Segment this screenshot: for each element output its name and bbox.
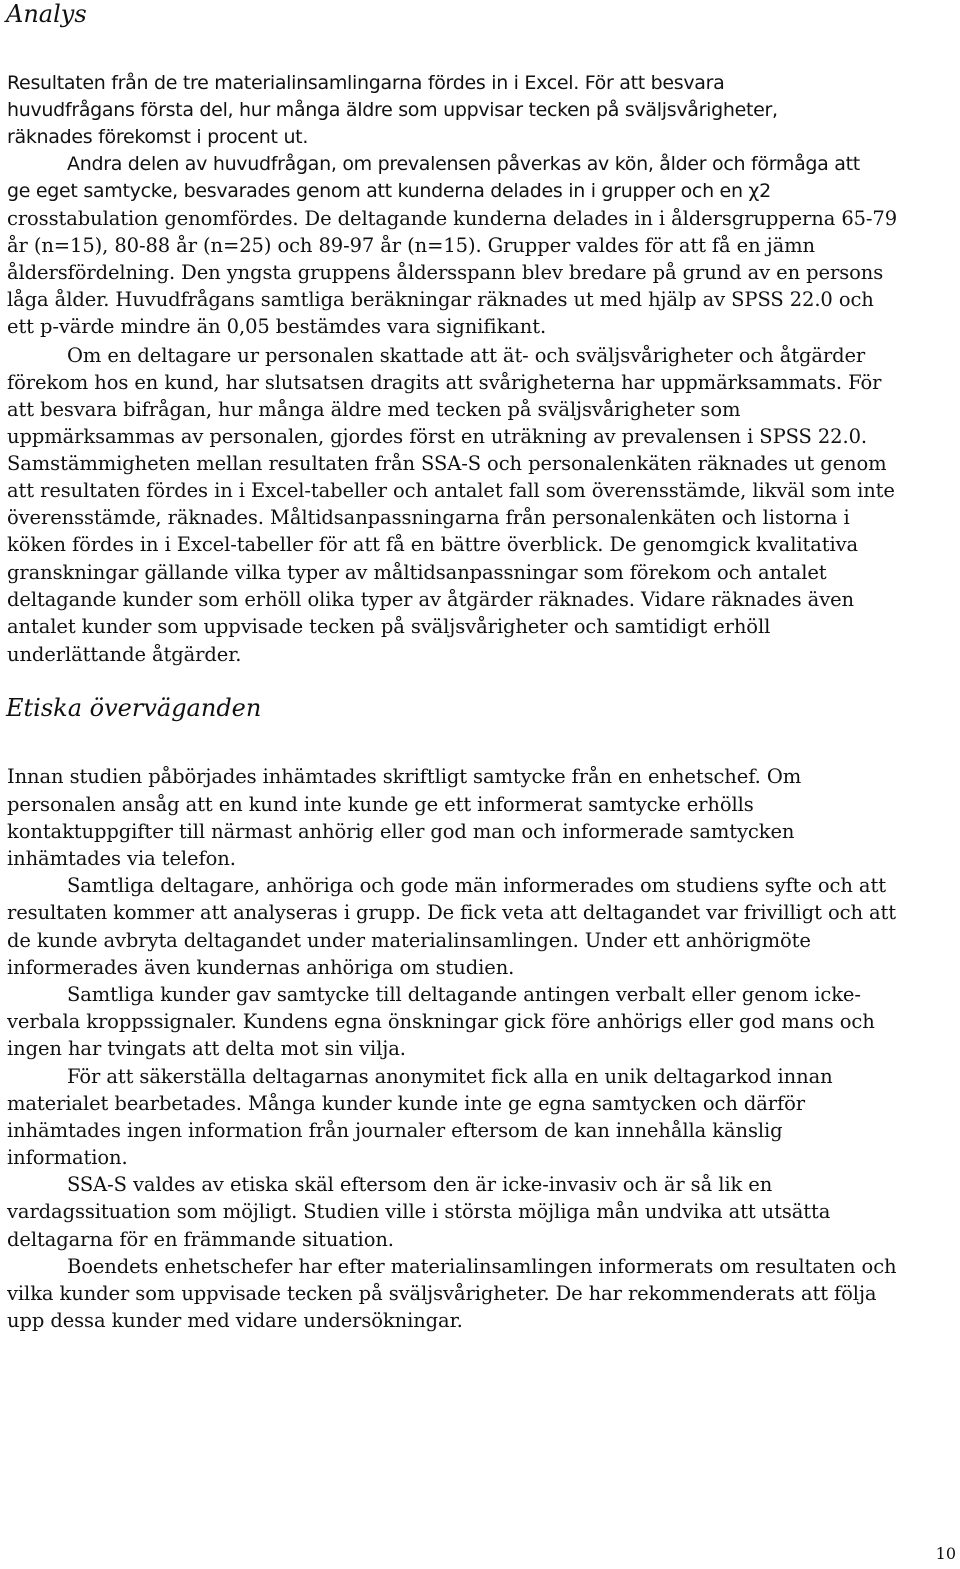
text-line: köken fördes in i Excel-tabeller för att få en bättre överblick. De genomgick kvalitativa bbox=[7, 533, 859, 556]
text-line: resultaten kommer att analyseras i grupp. De fick veta att deltagandet var frivilligt och att bbox=[7, 901, 897, 924]
text-line: åldersfördelning. Den yngsta gruppens åldersspann blev bredare på grund av en persons bbox=[7, 261, 884, 284]
text-line: uppmärksammas av personalen, gjordes först en uträkning av prevalensen i SPSS 22.0. bbox=[7, 425, 867, 448]
text-line: Om en deltagare ur personalen skattade att ät- och sväljsvårigheter och åtgärder bbox=[67, 344, 866, 367]
text-line: Boendets enhetschefer har efter materialinsamlingen informerats om resultaten och bbox=[67, 1255, 897, 1278]
text-line: information. bbox=[7, 1146, 128, 1169]
text-line: att resultaten fördes in i Excel-tabeller och antalet fall som överensstämde, likväl som inte bbox=[7, 479, 895, 502]
text-line: deltagande kunder som erhöll olika typer av åtgärder räknades. Vidare räknades även bbox=[7, 588, 855, 611]
text-line: För att säkerställa deltagarnas anonymitet fick alla en unik deltagarkod innan bbox=[67, 1065, 833, 1088]
text-line: Resultaten från de tre materialinsamlingarna fördes in i Excel. För att besvara bbox=[7, 72, 725, 94]
text-line: granskningar gällande vilka typer av måltidsanpassningar som förekom och antalet bbox=[7, 561, 827, 584]
text-line: år (n=15), 80-88 år (n=25) och 89-97 år (n=15). Grupper valdes för att få en jämn bbox=[7, 234, 815, 257]
text-line: personalen ansåg att en kund inte kunde ge ett informerat samtycke erhölls bbox=[7, 793, 754, 816]
text-line: att besvara bifrågan, hur många äldre med tecken på sväljsvårigheter som bbox=[7, 398, 741, 421]
text-line: ett p-värde mindre än 0,05 bestämdes vara signifikant. bbox=[7, 315, 547, 338]
text-line: inhämtades via telefon. bbox=[7, 847, 236, 870]
text-line: Innan studien påbörjades inhämtades skriftligt samtycke från en enhetschef. Om bbox=[7, 765, 802, 788]
text-line: vilka kunder som uppvisade tecken på sväljsvårigheter. De har rekommenderats att följa bbox=[7, 1282, 877, 1305]
text-line: räknades förekomst i procent ut. bbox=[7, 126, 309, 148]
text-line: huvudfrågans första del, hur många äldre som uppvisar tecken på sväljsvårigheter, bbox=[7, 99, 778, 121]
text-line: kontaktuppgifter till närmast anhörig eller god man och informerade samtycken bbox=[7, 820, 795, 843]
text-line: SSA-S valdes av etiska skäl eftersom den är icke-invasiv och är så lik en bbox=[67, 1173, 773, 1196]
text-line: ge eget samtycke, besvarades genom att kunderna delades in i grupper och en χ2 bbox=[7, 180, 771, 202]
text-line: antalet kunder som uppvisade tecken på sväljsvårigheter och samtidigt erhöll bbox=[7, 615, 771, 638]
text-line: underlättande åtgärder. bbox=[7, 643, 242, 666]
section-heading-analys: Analys bbox=[6, 0, 87, 28]
text-line: crosstabulation genomfördes. De deltagande kunderna delades in i åldersgrupperna 65-79 bbox=[7, 207, 898, 230]
text-line: låga ålder. Huvudfrågans samtliga beräkningar räknades ut med hjälp av SPSS 22.0 och bbox=[7, 288, 874, 311]
text-line: förekom hos en kund, har slutsatsen dragits att svårigheterna har uppmärksammats. För bbox=[7, 371, 882, 394]
page-number: 10 bbox=[935, 1544, 956, 1563]
text-line: upp dessa kunder med vidare undersökningar. bbox=[7, 1309, 463, 1332]
text-line: Andra delen av huvudfrågan, om prevalensen påverkas av kön, ålder och förmåga att bbox=[67, 153, 860, 175]
text-line: överensstämde, räknades. Måltidsanpassningarna från personalenkäten och listorna i bbox=[7, 506, 850, 529]
text-line: Samtliga deltagare, anhöriga och gode män informerades om studiens syfte och att bbox=[67, 874, 886, 897]
text-line: inhämtades ingen information från journaler eftersom de kan innehålla känslig bbox=[7, 1119, 783, 1142]
text-line: Samstämmigheten mellan resultaten från SSA-S och personalenkäten räknades ut genom bbox=[7, 452, 887, 475]
text-line: ingen har tvingats att delta mot sin vilja. bbox=[7, 1037, 406, 1060]
text-line: de kunde avbryta deltagandet under materialinsamlingen. Under ett anhörigmöte bbox=[7, 929, 811, 952]
section-heading-etiska: Etiska överväganden bbox=[6, 694, 262, 722]
text-line: vardagssituation som möjligt. Studien ville i största möjliga mån undvika att utsätta bbox=[7, 1200, 831, 1223]
text-line: materialet bearbetades. Många kunder kunde inte ge egna samtycken och därför bbox=[7, 1092, 805, 1115]
text-line: informerades även kundernas anhöriga om studien. bbox=[7, 956, 515, 979]
text-line: deltagarna för en främmande situation. bbox=[7, 1228, 394, 1251]
text-line: Samtliga kunder gav samtycke till deltagande antingen verbalt eller genom icke- bbox=[67, 983, 861, 1006]
text-line: verbala kroppssignaler. Kundens egna önskningar gick före anhörigs eller god mans och bbox=[7, 1010, 875, 1033]
